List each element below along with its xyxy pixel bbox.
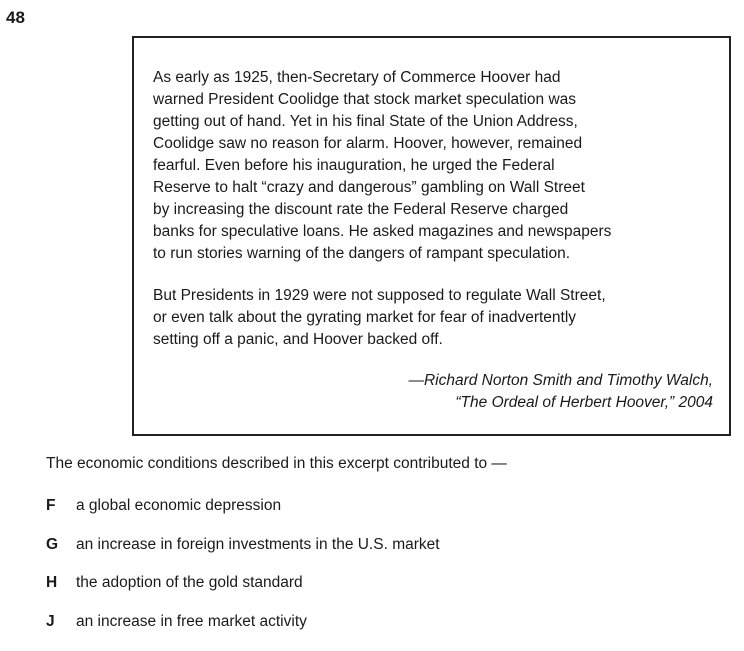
excerpt-paragraph-1 bbox=[153, 67, 723, 265]
excerpt-line: by increasing the discount rate the Federal Reserve charged bbox=[153, 199, 723, 221]
answer-choice-j[interactable] bbox=[46, 613, 440, 651]
choice-letter: F bbox=[46, 497, 76, 515]
answer-choice-g[interactable] bbox=[46, 536, 440, 575]
choice-text: a global economic depression bbox=[76, 497, 281, 515]
excerpt-line: But Presidents in 1929 were not supposed to regulate Wall Street, bbox=[153, 285, 723, 307]
choice-letter: G bbox=[46, 536, 76, 554]
choice-text: the adoption of the gold standard bbox=[76, 574, 303, 592]
choice-letter: H bbox=[46, 574, 76, 592]
choice-text: an increase in free market activity bbox=[76, 613, 307, 631]
excerpt-line: fearful. Even before his inauguration, he urged the Federal bbox=[153, 155, 723, 177]
excerpt-line: warned President Coolidge that stock market speculation was bbox=[153, 89, 723, 111]
excerpt-line: Reserve to halt “crazy and dangerous” gambling on Wall Street bbox=[153, 177, 723, 199]
question-stem: The economic conditions described in this excerpt contributed to — bbox=[46, 455, 507, 473]
excerpt-line: or even talk about the gyrating market for fear of inadvertently bbox=[153, 307, 723, 329]
question-number: 48 bbox=[6, 8, 25, 28]
excerpt-line: banks for speculative loans. He asked magazines and newspapers bbox=[153, 221, 723, 243]
answer-choice-h[interactable] bbox=[46, 574, 440, 613]
excerpt-box bbox=[132, 36, 731, 436]
attribution-authors: —Richard Norton Smith and Timothy Walch, bbox=[408, 370, 713, 392]
excerpt-line: setting off a panic, and Hoover backed off. bbox=[153, 329, 723, 351]
excerpt-paragraph-2 bbox=[153, 285, 723, 351]
choice-letter: J bbox=[46, 613, 76, 631]
excerpt-attribution bbox=[408, 370, 713, 414]
choice-text: an increase in foreign investments in the U.S. market bbox=[76, 536, 440, 554]
excerpt-line: As early as 1925, then-Secretary of Commerce Hoover had bbox=[153, 67, 723, 89]
answer-choice-f[interactable] bbox=[46, 497, 440, 536]
excerpt-line: Coolidge saw no reason for alarm. Hoover, however, remained bbox=[153, 133, 723, 155]
excerpt-line: getting out of hand. Yet in his final State of the Union Address, bbox=[153, 111, 723, 133]
excerpt-line: to run stories warning of the dangers of rampant speculation. bbox=[153, 243, 723, 265]
answer-choices bbox=[46, 497, 440, 651]
attribution-source: “The Ordeal of Herbert Hoover,” 2004 bbox=[408, 392, 713, 414]
